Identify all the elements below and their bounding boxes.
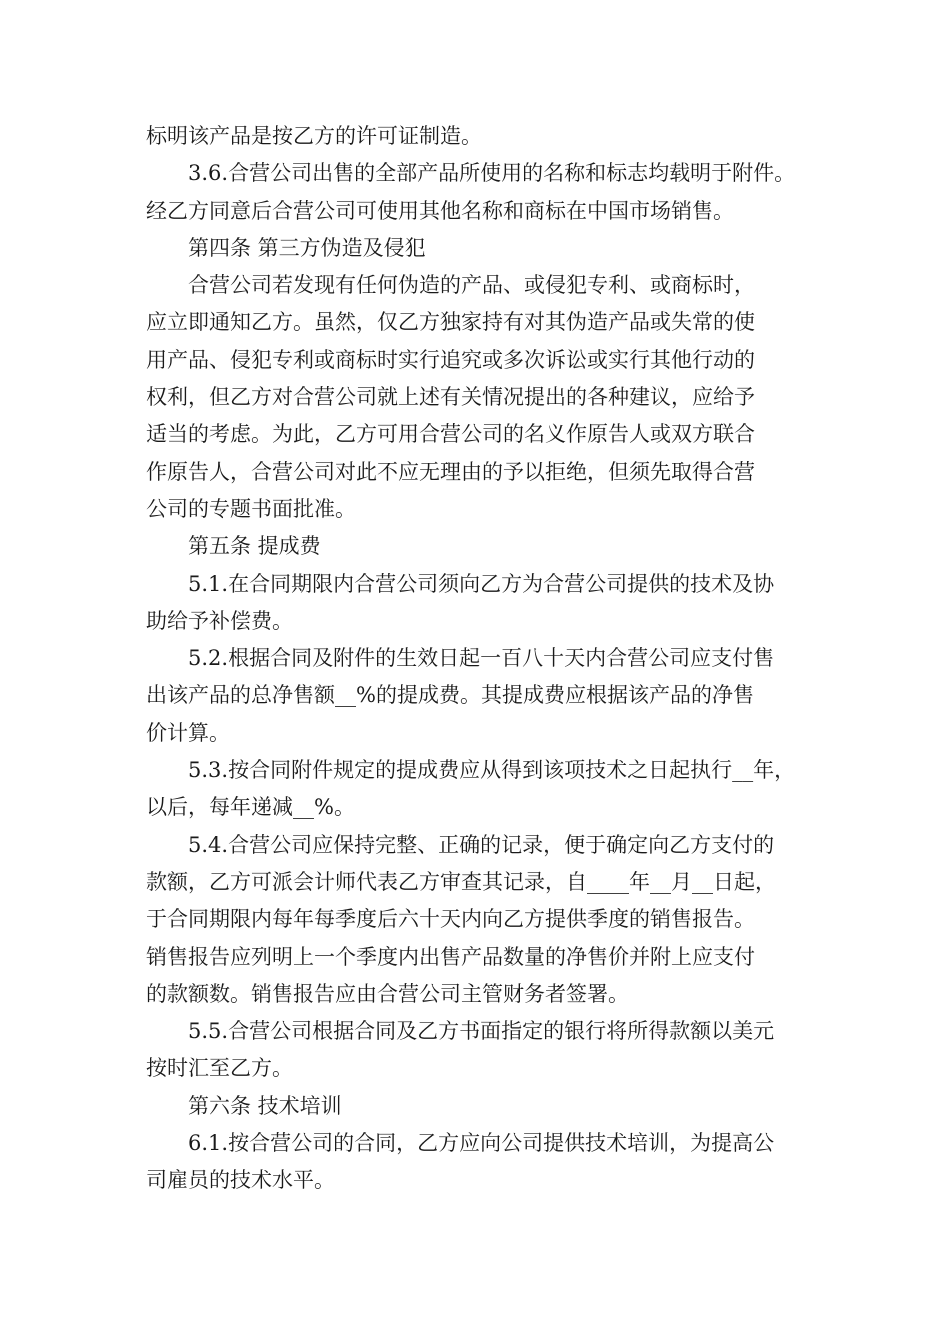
- text-line: 经乙方同意后合营公司可使用其他名称和商标在中国市场销售。: [146, 198, 734, 223]
- clause-3-6-line: 3.6.合营公司出售的全部产品所使用的名称和标志均载明于附件。: [188, 161, 796, 186]
- clause-6-1-line: 6.1.按合营公司的合同，乙方应向公司提供技术培训，为提高公: [188, 1131, 775, 1156]
- text-line: 应立即通知乙方。虽然，仅乙方独家持有对其伪造产品或失常的使: [146, 310, 755, 335]
- text-line: 销售报告应列明上一个季度内出售产品数量的净售价并附上应支付: [146, 944, 755, 969]
- text-line: 价计算。: [146, 720, 230, 745]
- text-line: 适当的考虑。为此，乙方可用合营公司的名义作原告人或双方联合: [146, 422, 755, 447]
- text-line: 作原告人，合营公司对此不应无理由的予以拒绝，但须先取得合营: [146, 459, 755, 484]
- text-line: 用产品、侵犯专利或商标时实行追究或多次诉讼或实行其他行动的: [146, 347, 755, 372]
- clause-5-4-line: 5.4.合营公司应保持完整、正确的记录，便于确定向乙方支付的: [188, 832, 775, 857]
- clause-5-1-line: 5.1.在合同期限内合营公司须向乙方为合营公司提供的技术及协: [188, 571, 775, 596]
- paragraph-start-line: 合营公司若发现有任何伪造的产品、或侵犯专利、或商标时，: [188, 273, 755, 298]
- text-line: 以后，每年递减__%。: [146, 795, 355, 820]
- article-5-heading: 第五条 提成费: [188, 534, 321, 559]
- clause-5-3-line: 5.3.按合同附件规定的提成费应从得到该项技术之日起执行__年，: [188, 758, 796, 783]
- text-line: 权利，但乙方对合营公司就上述有关情况提出的各种建议，应给予: [146, 385, 755, 410]
- text-line: 公司的专题书面批准。: [146, 496, 356, 521]
- clause-5-5-line: 5.5.合营公司根据合同及乙方书面指定的银行将所得款额以美元: [188, 1019, 775, 1044]
- text-line: 司雇员的技术水平。: [146, 1168, 335, 1193]
- text-line: 助给予补偿费。: [146, 608, 293, 633]
- text-line: 标明该产品是按乙方的许可证制造。: [146, 124, 482, 148]
- text-line: 于合同期限内每年每季度后六十天内向乙方提供季度的销售报告。: [146, 907, 755, 932]
- text-line: 款额，乙方可派会计师代表乙方审查其记录，自____年__月__日起，: [146, 869, 776, 894]
- document-page: [146, 118, 810, 1200]
- clause-5-2-line: 5.2.根据合同及附件的生效日起一百八十天内合营公司应支付售: [188, 646, 775, 671]
- article-6-heading: 第六条 技术培训: [188, 1093, 342, 1118]
- text-line: 出该产品的总净售额__%的提成费。其提成费应根据该产品的净售: [146, 683, 754, 708]
- article-4-heading: 第四条 第三方伪造及侵犯: [188, 235, 426, 260]
- text-line: 按时汇至乙方。: [146, 1056, 293, 1081]
- text-line: 的款额数。销售报告应由合营公司主管财务者签署。: [146, 981, 629, 1006]
